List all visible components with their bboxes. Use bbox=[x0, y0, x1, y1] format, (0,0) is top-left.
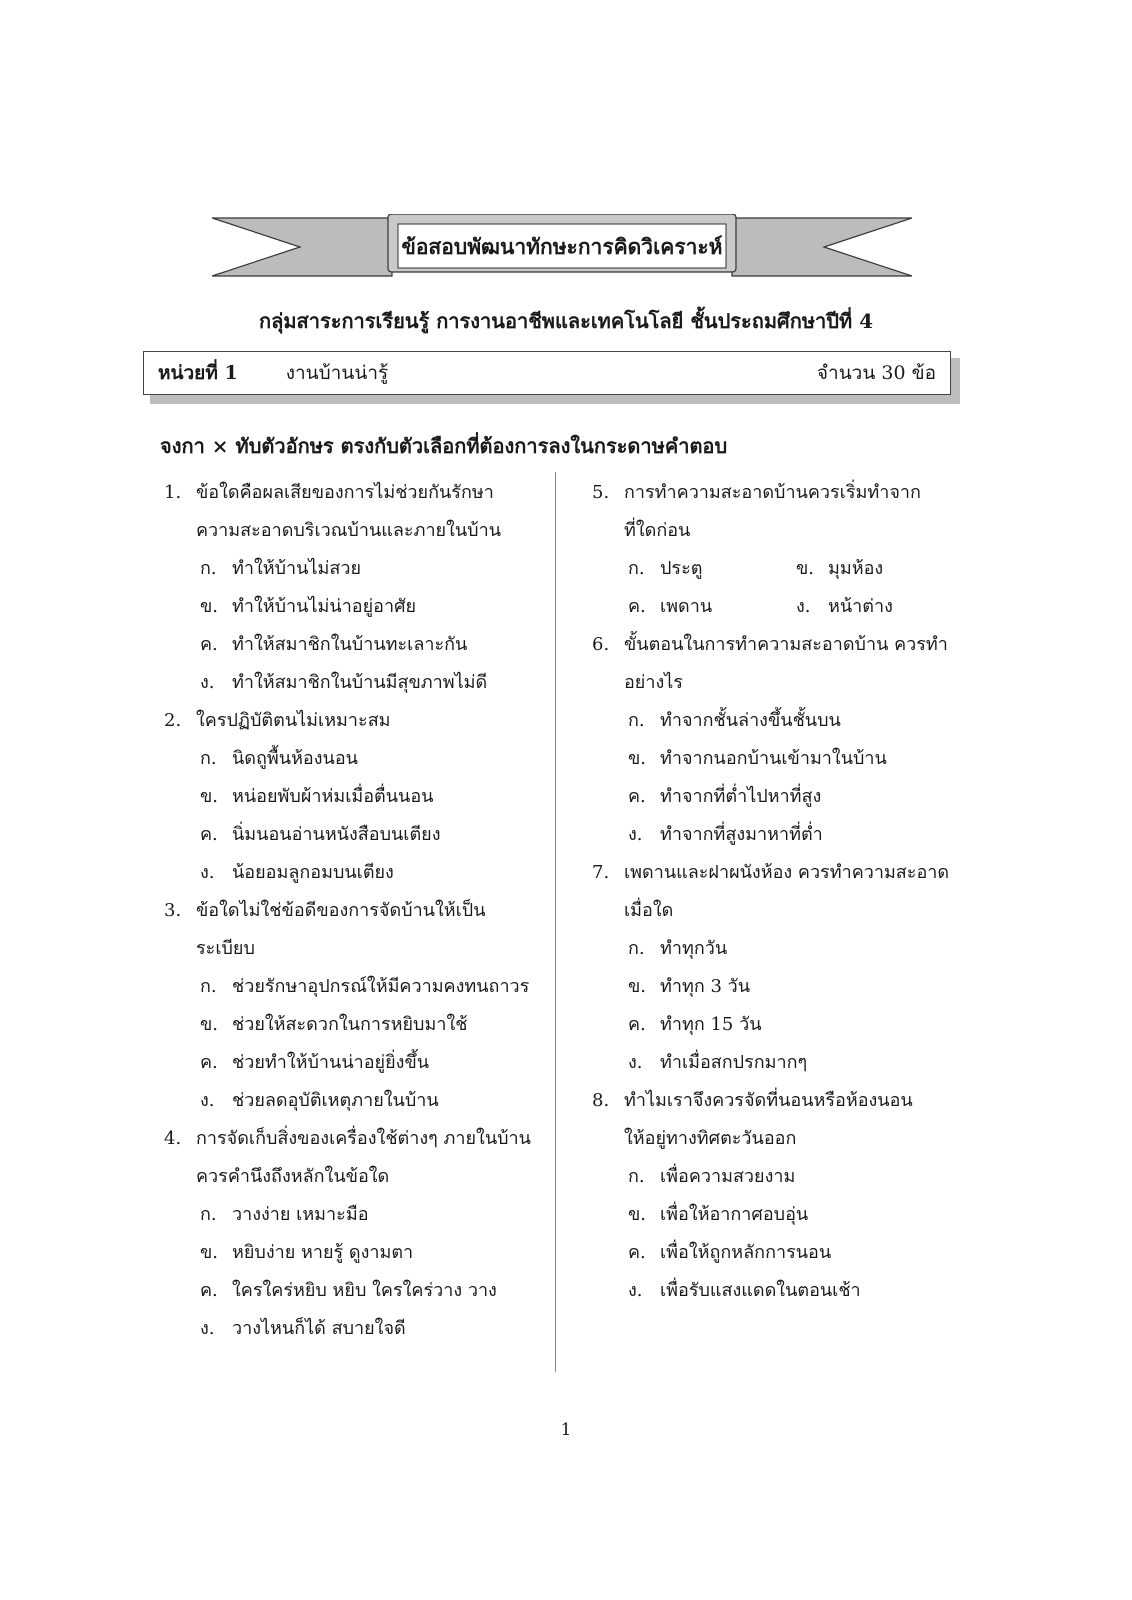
option-text: เพื่อรับแสงแดดในตอนเช้า bbox=[660, 1280, 861, 1301]
option-text: ทำให้บ้านไม่สวย bbox=[232, 558, 362, 579]
unit-label: หน่วยที่ 1 bbox=[158, 362, 238, 384]
question-7 bbox=[592, 854, 992, 892]
option-label: ค. bbox=[628, 786, 646, 807]
option-label: ง. bbox=[200, 672, 215, 693]
option-text: เพื่อให้อากาศอบอุ่น bbox=[660, 1204, 809, 1225]
option bbox=[796, 550, 964, 588]
option bbox=[592, 1272, 992, 1310]
question-number: 4. bbox=[164, 1128, 182, 1149]
questions-right-column bbox=[592, 474, 992, 1310]
questions-left-column bbox=[164, 474, 564, 1348]
option-text: เพื่อให้ถูกหลักการนอน bbox=[660, 1242, 832, 1263]
option-label: ค. bbox=[628, 1014, 646, 1035]
option-label: ข. bbox=[628, 748, 647, 769]
option-label: ก. bbox=[200, 748, 217, 769]
question-number: 1. bbox=[164, 482, 182, 503]
option-text: ช่วยลดอุบัติเหตุภายในบ้าน bbox=[232, 1090, 439, 1111]
question-text: ใครปฏิบัติตนไม่เหมาะสม bbox=[196, 710, 391, 731]
instruction-text: จงกา × ทับตัวอักษร ตรงกับตัวเลือกที่ต้องการลงในกระดาษคำตอบ bbox=[160, 434, 728, 458]
question-text-cont: อย่างไร bbox=[624, 672, 683, 693]
option-row bbox=[592, 550, 992, 588]
question-3 bbox=[164, 892, 564, 930]
question-number: 7. bbox=[592, 862, 610, 883]
option-text: หยิบง่าย หายรู้ ดูงามตา bbox=[232, 1242, 414, 1263]
option bbox=[164, 1310, 564, 1348]
option-label: ข. bbox=[200, 1014, 219, 1035]
option-label: ข. bbox=[200, 596, 219, 617]
question-text-cont: ควรคำนึงถึงหลักในข้อใด bbox=[196, 1166, 390, 1187]
option-text: เพดาน bbox=[660, 596, 713, 617]
option-text: มุมห้อง bbox=[828, 558, 884, 579]
option-text: นิ่มนอนอ่านหนังสือบนเตียง bbox=[232, 824, 441, 845]
question-count: จำนวน 30 ข้อ bbox=[816, 362, 936, 384]
option-label: ค. bbox=[200, 1052, 218, 1073]
option bbox=[164, 740, 564, 778]
option bbox=[592, 1006, 992, 1044]
option-text: นิดถูพื้นห้องนอน bbox=[232, 748, 358, 769]
option-text: ทำทุก 15 วัน bbox=[660, 1014, 762, 1035]
option-text: น้อยอมลูกอมบนเตียง bbox=[232, 862, 394, 883]
question-2 bbox=[164, 702, 564, 740]
subject-line: กลุ่มสาระการเรียนรู้ การงานอาชีพและเทคโนโลยี ชั้นประถมศึกษาปีที่ 4 bbox=[258, 309, 874, 333]
question-text-cont: เมื่อใด bbox=[624, 900, 674, 921]
option bbox=[164, 1196, 564, 1234]
question-4 bbox=[164, 1120, 564, 1158]
option bbox=[592, 1158, 992, 1196]
option bbox=[164, 550, 564, 588]
option-label: ค. bbox=[200, 824, 218, 845]
question-text: เพดานและฝาผนังห้อง ควรทำความสะอาด bbox=[624, 862, 950, 883]
option bbox=[164, 778, 564, 816]
option-text: ทำทุกวัน bbox=[660, 938, 728, 959]
option-text: ช่วยรักษาอุปกรณ์ให้มีความคงทนถาวร bbox=[232, 976, 530, 997]
option-text: ทำให้สมาชิกในบ้านทะเลาะกัน bbox=[232, 634, 468, 655]
question-number: 5. bbox=[592, 482, 610, 503]
option-text: ประตู bbox=[660, 558, 703, 579]
option-label: ข. bbox=[628, 976, 647, 997]
option-text: ทำจากที่ต่ำไปหาที่สูง bbox=[660, 786, 822, 807]
option-label: ค. bbox=[200, 634, 218, 655]
option bbox=[164, 1044, 564, 1082]
question-8 bbox=[592, 1082, 992, 1120]
question-text: ข้อใดไม่ใช่ข้อดีของการจัดบ้านให้เป็น bbox=[196, 900, 486, 921]
option-text: หน่อยพับผ้าห่มเมื่อตื่นนอน bbox=[232, 786, 434, 807]
question-number: 2. bbox=[164, 710, 182, 731]
option bbox=[164, 854, 564, 892]
option-text: ทำให้บ้านไม่น่าอยู่อาศัย bbox=[232, 596, 417, 617]
option-label: ข. bbox=[628, 1204, 647, 1225]
option bbox=[592, 1044, 992, 1082]
option-label: ก. bbox=[200, 976, 217, 997]
option bbox=[164, 1006, 564, 1044]
option bbox=[796, 588, 964, 626]
option-label: ก. bbox=[628, 710, 645, 731]
question-text: ข้อใดคือผลเสียของการไม่ช่วยกันรักษา bbox=[196, 482, 494, 503]
option-label: ง. bbox=[628, 1280, 643, 1301]
option-label: ข. bbox=[200, 1242, 219, 1263]
option-text: ทำให้สมาชิกในบ้านมีสุขภาพไม่ดี bbox=[232, 672, 488, 693]
question-text-cont: ระเบียบ bbox=[196, 938, 255, 959]
option bbox=[592, 702, 992, 740]
option bbox=[164, 968, 564, 1006]
option-label: ค. bbox=[628, 596, 646, 617]
option bbox=[628, 588, 796, 626]
question-number: 8. bbox=[592, 1090, 610, 1111]
option-label: ง. bbox=[200, 1090, 215, 1111]
option bbox=[164, 816, 564, 854]
option bbox=[628, 550, 796, 588]
option bbox=[592, 740, 992, 778]
option-row bbox=[592, 588, 992, 626]
option-text: ทำจากที่สูงมาหาที่ต่ำ bbox=[660, 824, 823, 845]
option-label: ง. bbox=[796, 596, 811, 617]
option-label: ข. bbox=[796, 558, 815, 579]
option-text: ทำจากนอกบ้านเข้ามาในบ้าน bbox=[660, 748, 887, 769]
question-text: ขั้นตอนในการทำความสะอาดบ้าน ควรทำ bbox=[624, 634, 948, 655]
title-banner bbox=[212, 214, 912, 284]
question-text: การทำความสะอาดบ้านควรเริ่มทำจาก bbox=[624, 482, 921, 503]
option-text: หน้าต่าง bbox=[828, 596, 893, 617]
option-text: ใครใคร่หยิบ หยิบ ใครใคร่วาง วาง bbox=[232, 1280, 497, 1301]
question-text: การจัดเก็บสิ่งของเครื่องใช้ต่างๆ ภายในบ้าน bbox=[196, 1128, 531, 1149]
question-text-cont: ให้อยู่ทางทิศตะวันออก bbox=[624, 1128, 797, 1149]
option-label: ค. bbox=[200, 1280, 218, 1301]
question-number: 6. bbox=[592, 634, 610, 655]
question-number: 3. bbox=[164, 900, 182, 921]
option bbox=[592, 968, 992, 1006]
option-text: วางไหนก็ได้ สบายใจดี bbox=[232, 1318, 406, 1339]
question-text-cont: ความสะอาดบริเวณบ้านและภายในบ้าน bbox=[196, 520, 502, 541]
option-text: เพื่อความสวยงาม bbox=[660, 1166, 796, 1187]
option bbox=[592, 1196, 992, 1234]
option-label: ง. bbox=[200, 862, 215, 883]
option-label: ง. bbox=[628, 824, 643, 845]
question-5 bbox=[592, 474, 992, 512]
unit-header bbox=[143, 351, 951, 395]
option bbox=[592, 778, 992, 816]
option-label: ข. bbox=[200, 786, 219, 807]
option-text: วางง่าย เหมาะมือ bbox=[232, 1204, 369, 1225]
question-1 bbox=[164, 474, 564, 512]
option-label: ค. bbox=[628, 1242, 646, 1263]
option-label: ก. bbox=[628, 938, 645, 959]
option bbox=[164, 1234, 564, 1272]
question-text: ทำไมเราจึงควรจัดที่นอนหรือห้องนอน bbox=[624, 1090, 913, 1111]
option-text: ทำทุก 3 วัน bbox=[660, 976, 751, 997]
option-label: ก. bbox=[628, 558, 645, 579]
option bbox=[164, 1272, 564, 1310]
option bbox=[164, 588, 564, 626]
option bbox=[164, 626, 564, 664]
option bbox=[592, 930, 992, 968]
option-label: ก. bbox=[628, 1166, 645, 1187]
option-label: ก. bbox=[200, 558, 217, 579]
option-text: ช่วยทำให้บ้านน่าอยู่ยิ่งขึ้น bbox=[232, 1052, 430, 1073]
option-text: ช่วยให้สะดวกในการหยิบมาใช้ bbox=[232, 1014, 468, 1035]
option bbox=[592, 816, 992, 854]
unit-title: งานบ้านน่ารู้ bbox=[285, 362, 389, 384]
option-text: ทำเมื่อสกปรกมากๆ bbox=[660, 1052, 808, 1073]
option-label: ง. bbox=[200, 1318, 215, 1339]
option bbox=[164, 664, 564, 702]
page-number: 1 bbox=[560, 1420, 572, 1440]
test-title: ข้อสอบพัฒนาทักษะการคิดวิเคราะห์ bbox=[401, 233, 723, 259]
option bbox=[592, 1234, 992, 1272]
question-6 bbox=[592, 626, 992, 664]
option-text: ทำจากชั้นล่างขึ้นชั้นบน bbox=[660, 710, 841, 731]
option bbox=[164, 1082, 564, 1120]
question-text-cont: ที่ใดก่อน bbox=[624, 520, 691, 541]
option-label: ก. bbox=[200, 1204, 217, 1225]
option-label: ง. bbox=[628, 1052, 643, 1073]
